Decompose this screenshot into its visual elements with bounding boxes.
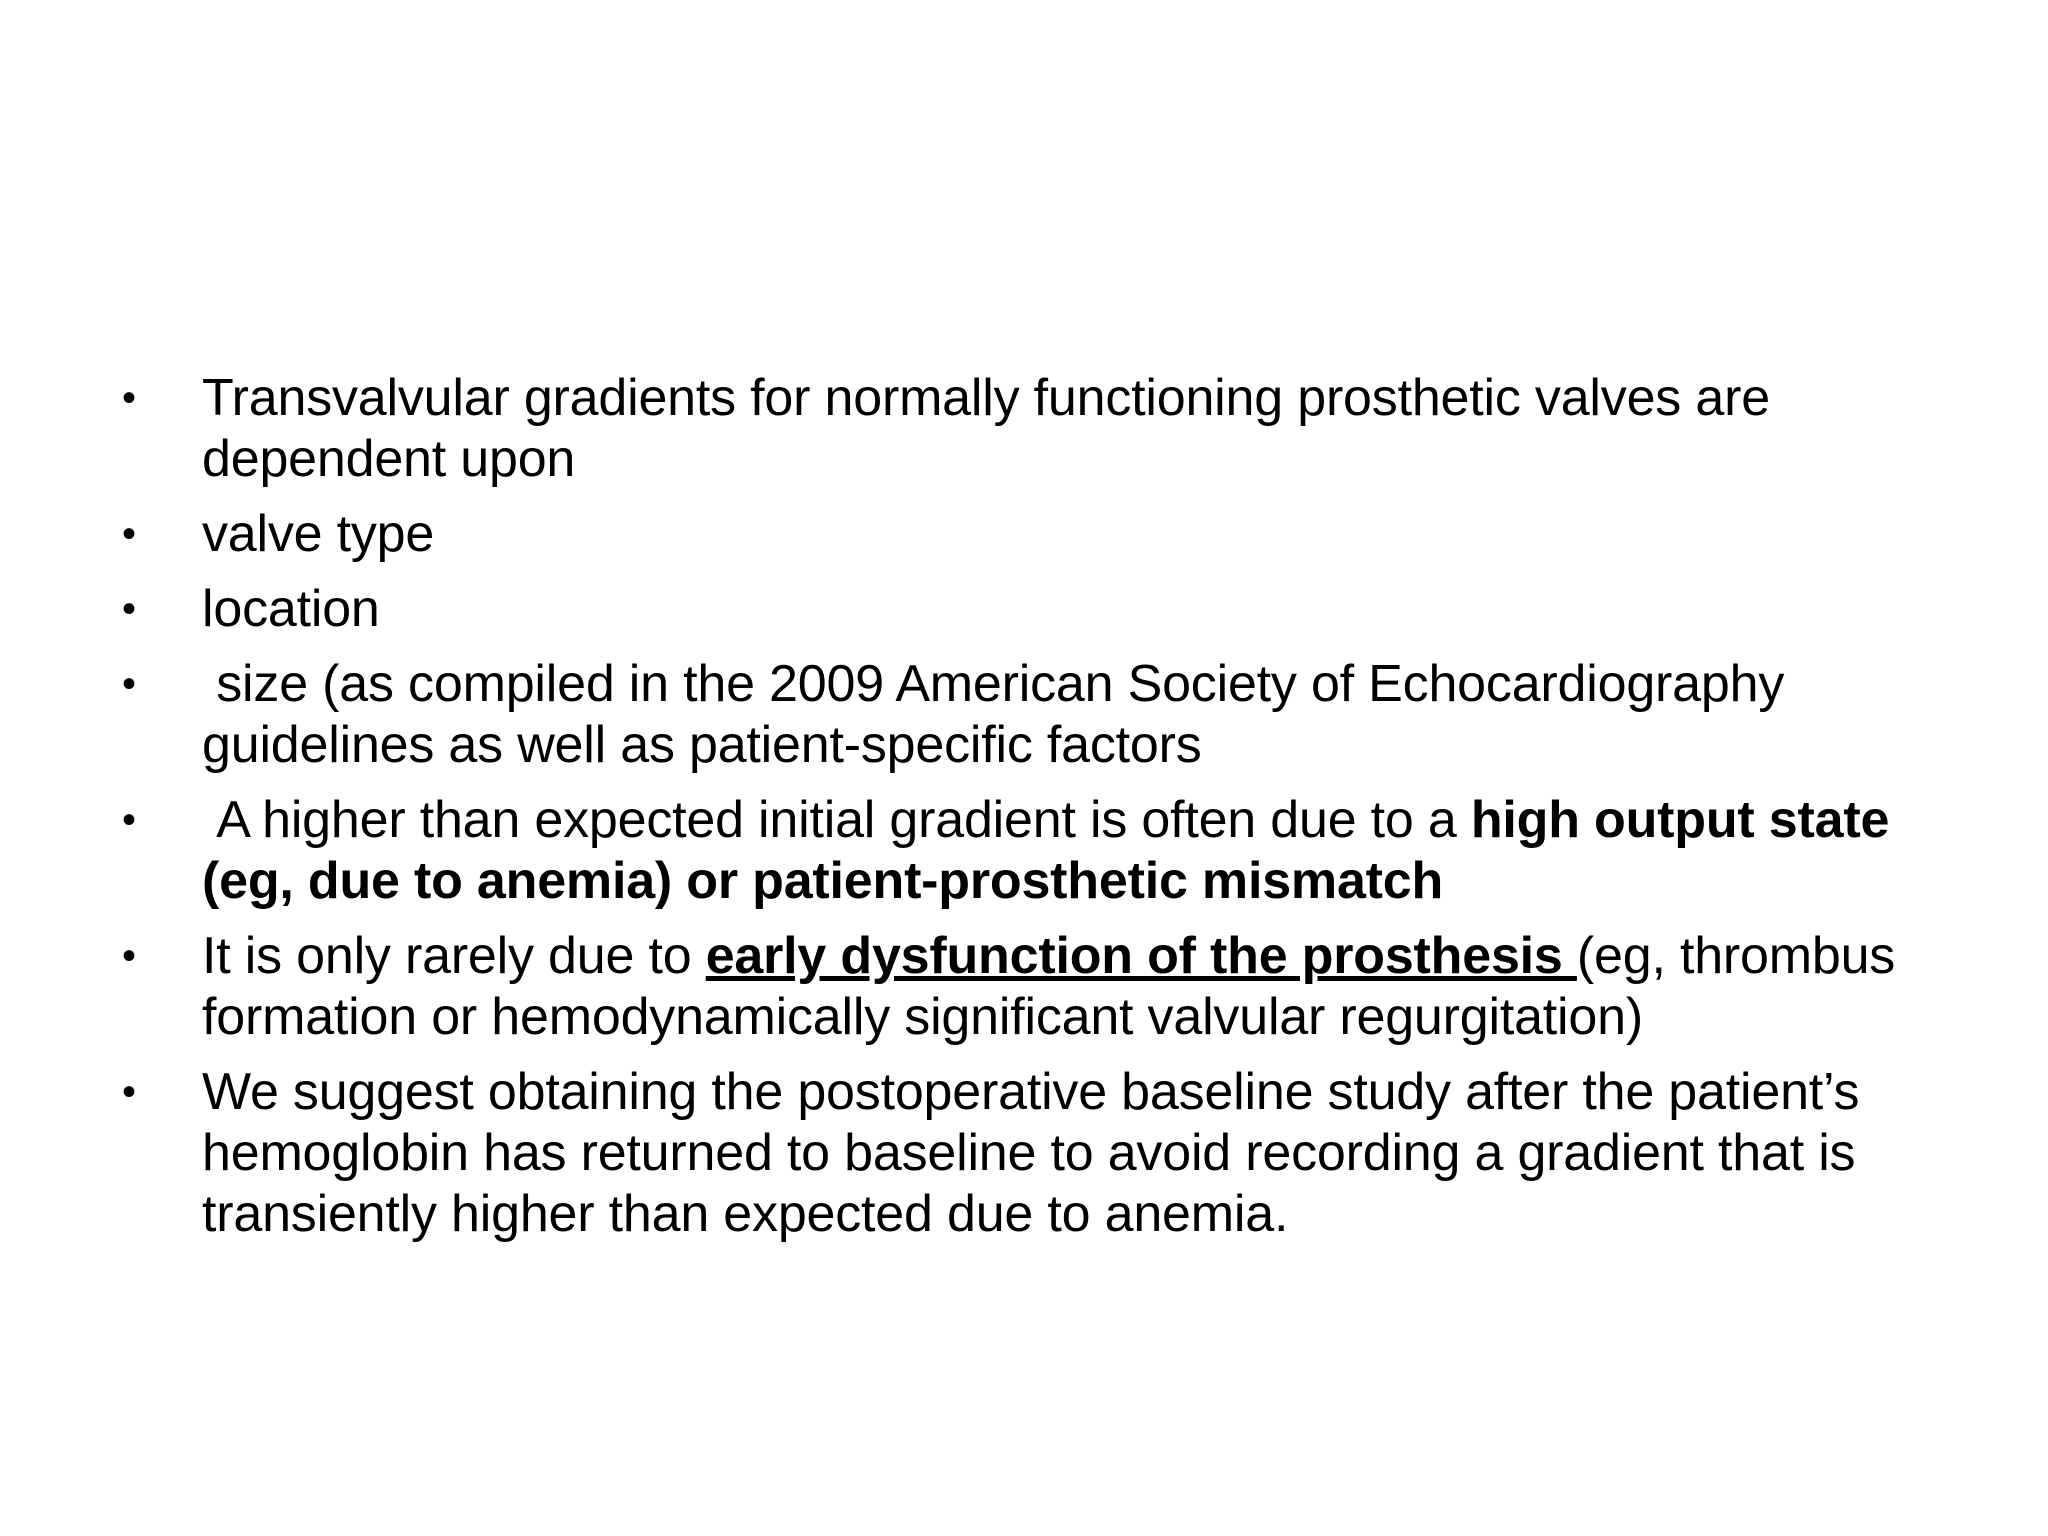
bullet-text-plain: A higher than expected initial gradient is often due to a [202,791,1471,849]
bullet-item [122,654,1922,776]
bullet-text: valve type [202,505,435,563]
bullet-item [122,368,1922,490]
bullet-item [122,1062,1922,1245]
bullet-text: Transvalvular gradients for normally functioning prosthetic valves are dependent upon [202,369,1770,488]
bullet-item [122,926,1922,1048]
bullet-list [122,368,1922,1259]
bullet-icon: • [122,662,136,706]
bullet-icon: • [122,376,136,420]
bullet-item [122,790,1922,912]
bullet-text: We suggest obtaining the postoperative baseline study after the patient’s hemoglobin has returned to baseline to avoid recording a gradient that is transiently higher than expected due to anemia. [202,1063,1860,1243]
bullet-text-plain: It is only rarely due to [202,927,706,985]
bullet-icon: • [122,934,136,978]
bullet-text-bold: high output state (eg, due to anemia) or patient-prosthetic mismatch [202,791,1904,910]
bullet-text [202,927,1909,1046]
bullet-text-plain-after: (eg, thrombus formation or hemodynamically significant valvular regurgitation) [202,927,1910,1046]
bullet-icon: • [122,512,136,556]
bullet-item [122,579,1922,640]
bullet-icon: • [122,587,136,631]
bullet-text-bold-underline: early dysfunction of the prosthesis [705,927,1577,985]
bullet-text [202,791,1903,910]
bullet-text: size (as compiled in the 2009 American Society of Echocardiography guidelines as well as patient-specific factors [202,655,1799,774]
bullet-text: location [202,580,380,638]
bullet-item [122,504,1922,565]
bullet-icon: • [122,1070,136,1114]
bullet-icon: • [122,798,136,842]
